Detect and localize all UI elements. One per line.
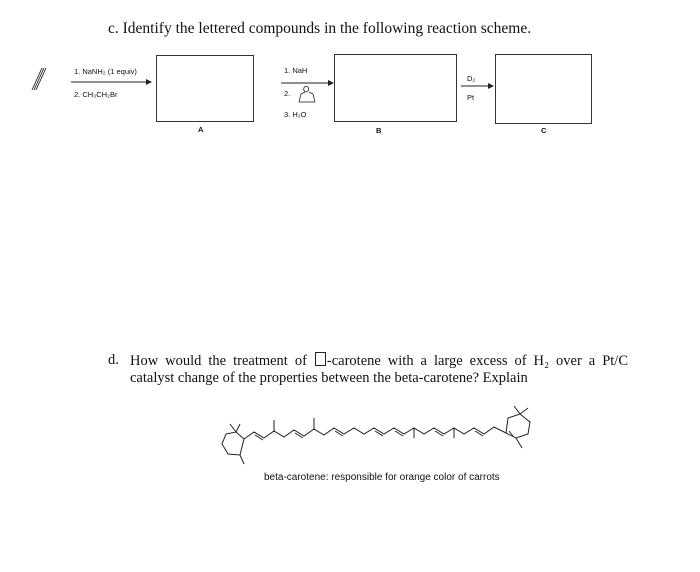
step2-reagent-2: 2. — [284, 89, 291, 98]
step1-reagent-2: 2. CH₃CH₂Br — [74, 90, 118, 99]
question-d-number: d. — [108, 352, 119, 368]
step2-reagent-1: 1. NaH — [284, 66, 308, 75]
compound-label-a: A — [198, 125, 204, 134]
step2-arrow — [280, 78, 336, 88]
compound-box-b[interactable] — [334, 54, 457, 122]
beta-carotene-caption: beta-carotene: responsible for orange color of carrots — [264, 472, 500, 483]
compound-box-a[interactable] — [156, 55, 254, 122]
starting-alkyne-structure — [28, 64, 48, 94]
step1-reagent-1: 1. NaNH₂ (1 equiv) — [74, 67, 137, 76]
question-d-text-after: -carotene with a large excess of H₂ over a Pt/C catalyst change of the properties between the beta-carotene? Explain — [130, 353, 628, 386]
step3-arrow — [460, 81, 496, 91]
compound-box-c[interactable] — [495, 54, 592, 124]
step3-reagent-1: D₂ — [467, 74, 476, 83]
step1-arrow — [70, 77, 154, 87]
step3-reagent-2: Pt — [467, 93, 475, 102]
question-c-text: c. Identify the lettered compounds in the following reaction scheme. — [108, 20, 532, 37]
compound-label-c: C — [541, 126, 547, 135]
question-d-text-before: How would the treatment of — [130, 353, 307, 369]
svg-text:O: O — [303, 85, 310, 94]
question-d — [108, 352, 628, 387]
missing-glyph-icon — [315, 352, 326, 366]
beta-carotene-structure — [210, 398, 540, 470]
compound-label-b: B — [376, 126, 382, 135]
step2-reagent-3: 3. H₂O — [284, 110, 307, 119]
